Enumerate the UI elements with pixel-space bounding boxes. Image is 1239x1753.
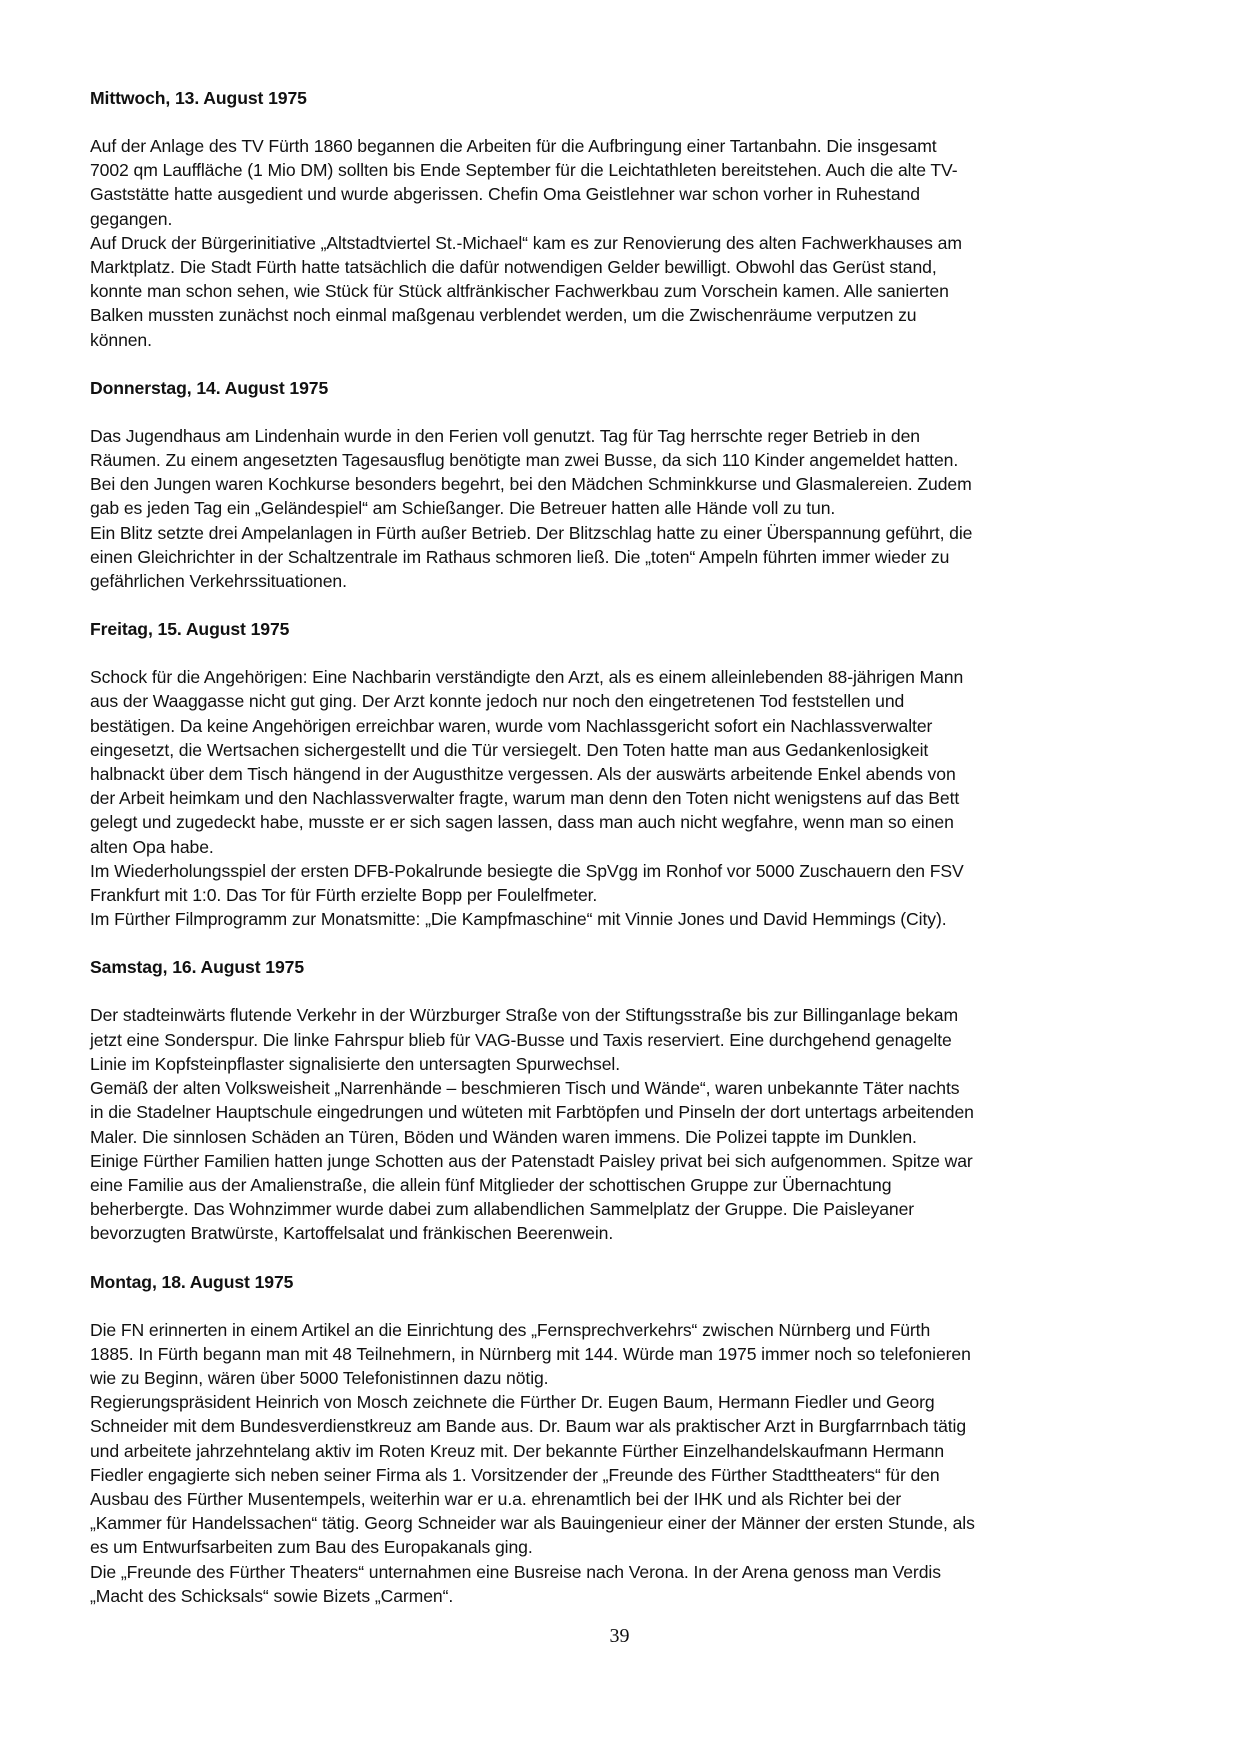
text-line: aus der Waaggasse nicht gut ging. Der Arzt konnte jedoch nur noch den eingetretenen Tod feststellen und: [90, 691, 905, 712]
entry-date-heading: Samstag, 16. August 1975: [90, 957, 305, 978]
text-line: „Kammer für Handelssachen“ tätig. Georg Schneider war als Bauingenieur einer der Männer der ersten Stunde, als: [90, 1513, 975, 1534]
diary-entry: [90, 617, 1170, 931]
text-line: Die „Freunde des Fürther Theaters“ unternahmen eine Busreise nach Verona. In der Arena genoss man Verdis: [90, 1561, 941, 1582]
text-line: Schock für die Angehörigen: Eine Nachbarin verständigte den Arzt, als es einem alleinlebenden 88-jährigen Mann: [90, 667, 964, 688]
text-line: Der stadteinwärts flutende Verkehr in der Würzburger Straße von der Stiftungsstraße bis zur Billinganlage bekam: [90, 1005, 959, 1026]
text-line: der Arbeit heimkam und den Nachlassverwalter fragte, warum man denn den Toten nicht wenigstens auf das Bett: [90, 788, 960, 809]
text-line: halbnackt über dem Tisch hängend in der Augusthitze vergessen. Als der auswärts arbeitende Enkel abends von: [90, 764, 956, 785]
text-line: bestätigen. Da keine Angehörigen erreichbar waren, wurde vom Nachlassgericht sofort ein Nachlassverwalter: [90, 715, 933, 736]
entry-date-heading: Freitag, 15. August 1975: [90, 619, 290, 640]
text-line: „Macht des Schicksals“ sowie Bizets „Carmen“.: [90, 1585, 454, 1606]
document-page: [90, 86, 1170, 1632]
entry-paragraph: [90, 1003, 1170, 1076]
text-line: Frankfurt mit 1:0. Das Tor für Fürth erzielte Bopp per Foulelfmeter.: [90, 885, 598, 906]
entry-paragraph: [90, 665, 1170, 859]
text-line: Linie im Kopfsteinpflaster signalisierte den untersagten Spurwechsel.: [90, 1053, 621, 1074]
text-line: es um Entwurfsarbeiten zum Bau des Europakanals ging.: [90, 1537, 533, 1558]
text-line: eine Familie aus der Amalienstraße, die allein fünf Mitglieder der schottischen Gruppe zur Übernachtung: [90, 1174, 892, 1195]
text-line: Fiedler engagierte sich neben seiner Firma als 1. Vorsitzender der „Freunde des Fürther Stadttheaters“ für den: [90, 1464, 940, 1485]
text-line: gegangen.: [90, 208, 173, 229]
diary-entry: [90, 376, 1170, 593]
entry-paragraph: [90, 1076, 1170, 1149]
diary-entry: [90, 1270, 1170, 1608]
entry-date-heading: Montag, 18. August 1975: [90, 1271, 294, 1292]
entry-paragraph: [90, 521, 1170, 594]
entry-paragraph: [90, 134, 1170, 231]
text-line: Schneider mit dem Bundesverdienstkreuz am Bande aus. Dr. Baum war als praktischer Arzt in Burgfarrnbach tätig: [90, 1416, 967, 1437]
text-line: Im Fürther Filmprogramm zur Monatsmitte: „Die Kampfmaschine“ mit Vinnie Jones und David Hemmings (City).: [90, 909, 947, 930]
text-line: Gaststätte hatte ausgedient und wurde abgerissen. Chefin Oma Geistlehner war schon vorher in Ruhestand: [90, 184, 920, 205]
entry-paragraph: [90, 859, 1170, 907]
text-line: Balken mussten zunächst noch einmal maßgenau verblendet werden, um die Zwischenräume verputzen zu: [90, 305, 917, 326]
text-line: Die FN erinnerten in einem Artikel an die Einrichtung des „Fernsprechverkehrs“ zwischen Nürnberg und Fürth: [90, 1319, 931, 1340]
text-line: Im Wiederholungsspiel der ersten DFB-Pokalrunde besiegte die SpVgg im Ronhof vor 5000 Zuschauern den FSV: [90, 860, 964, 881]
text-line: gab es jeden Tag ein „Geländespiel“ am Schießanger. Die Betreuer hatten alle Hände voll zu tun.: [90, 498, 836, 519]
text-line: wie zu Beginn, wären über 5000 Telefonistinnen dazu nötig.: [90, 1367, 549, 1388]
text-line: und arbeitete jahrzehntelang aktiv im Roten Kreuz mit. Der bekannte Fürther Einzelhandelskaufmann Hermann: [90, 1440, 945, 1461]
entry-paragraph: [90, 1560, 1170, 1608]
entry-paragraph: [90, 424, 1170, 521]
text-line: Auf der Anlage des TV Fürth 1860 begannen die Arbeiten für die Aufbringung einer Tartanbahn. Die insgesamt: [90, 136, 937, 156]
text-line: beherbergte. Das Wohnzimmer wurde dabei zum allabendlichen Sammelplatz der Gruppe. Die Paisleyaner: [90, 1199, 915, 1220]
text-line: Einige Fürther Familien hatten junge Schotten aus der Patenstadt Paisley privat bei sich aufgenommen. Spitze war: [90, 1150, 973, 1171]
text-line: alten Opa habe.: [90, 836, 214, 857]
text-line: Ausbau des Fürther Musentempels, weiterhin war er u.a. ehrenamtlich bei der IHK und als Richter bei der: [90, 1488, 902, 1509]
entry-paragraph: [90, 1149, 1170, 1246]
text-line: Bei den Jungen waren Kochkurse besonders begehrt, bei den Mädchen Schminkkurse und Glasmalereien. Zudem: [90, 474, 972, 495]
text-line: einen Gleichrichter in der Schaltzentrale im Rathaus schmoren ließ. Die „toten“ Ampeln führten immer wieder zu: [90, 546, 950, 567]
entry-paragraph: [90, 231, 1170, 352]
text-line: Regierungspräsident Heinrich von Mosch zeichnete die Fürther Dr. Eugen Baum, Hermann Fiedler und Georg: [90, 1392, 935, 1413]
entry-paragraph: [90, 1390, 1170, 1559]
text-line: Marktplatz. Die Stadt Fürth hatte tatsächlich die dafür notwendigen Gelder bewilligt. Obwohl das Gerüst stand,: [90, 257, 937, 278]
text-line: können.: [90, 329, 152, 350]
text-line: 1885. In Fürth begann man mit 48 Teilnehmern, in Nürnberg mit 144. Würde man 1975 immer noch so telefonieren: [90, 1343, 971, 1364]
text-line: Ein Blitz setzte drei Ampelanlagen in Fürth außer Betrieb. Der Blitzschlag hatte zu einer Überspannung geführt, die: [90, 522, 973, 543]
text-line: gelegt und zugedeckt habe, musste er er sich sagen lassen, dass man auch nicht wegfahre, wenn man so einen: [90, 812, 954, 833]
text-line: Räumen. Zu einem angesetzten Tagesausflug benötigte man zwei Busse, da sich 110 Kinder angemeldet hatten.: [90, 450, 959, 471]
text-line: in die Stadelner Hauptschule eingedrungen und wüteten mit Farbtöpfen und Pinseln der dort untertags arbeitenden: [90, 1102, 974, 1123]
text-line: eingesetzt, die Wertsachen sichergestellt und die Tür versiegelt. Den Toten hatte man aus Gedankenlosigkeit: [90, 739, 929, 760]
entry-date-heading: Donnerstag, 14. August 1975: [90, 377, 329, 398]
text-line: Das Jugendhaus am Lindenhain wurde in den Ferien voll genutzt. Tag für Tag herrschte reger Betrieb in den: [90, 425, 920, 446]
diary-entry: [90, 955, 1170, 1245]
text-line: Auf Druck der Bürgerinitiative „Altstadtviertel St.-Michael“ kam es zur Renovierung des alten Fachwerkhauses am: [90, 232, 962, 253]
text-line: bevorzugten Bratwürste, Kartoffelsalat und fränkischen Beerenwein.: [90, 1223, 614, 1244]
entry-paragraph: [90, 1318, 1170, 1391]
text-line: gefährlichen Verkehrssituationen.: [90, 571, 347, 592]
text-line: 7002 qm Lauffläche (1 Mio DM) sollten bis Ende September für die Leichtathleten bereitstehen. Auch die alte TV-: [90, 160, 958, 181]
text-line: jetzt eine Sonderspur. Die linke Fahrspur blieb für VAG-Busse und Taxis reserviert. Eine durchgehend genagelte: [90, 1029, 952, 1050]
diary-entry: [90, 86, 1170, 352]
text-line: konnte man schon sehen, wie Stück für Stück altfränkischer Fachwerkbau zum Vorschein kamen. Alle sanierten: [90, 281, 949, 302]
entry-paragraph: [90, 907, 1170, 931]
entry-date-heading: Mittwoch, 13. August 1975: [90, 88, 307, 108]
page-number: 39: [609, 1625, 630, 1647]
text-line: Maler. Die sinnlosen Schäden an Türen, Böden und Wänden waren immens. Die Polizei tappte im Dunklen.: [90, 1126, 917, 1147]
text-line: Gemäß der alten Volksweisheit „Narrenhände – beschmieren Tisch und Wände“, waren unbekannte Täter nachts: [90, 1078, 960, 1099]
